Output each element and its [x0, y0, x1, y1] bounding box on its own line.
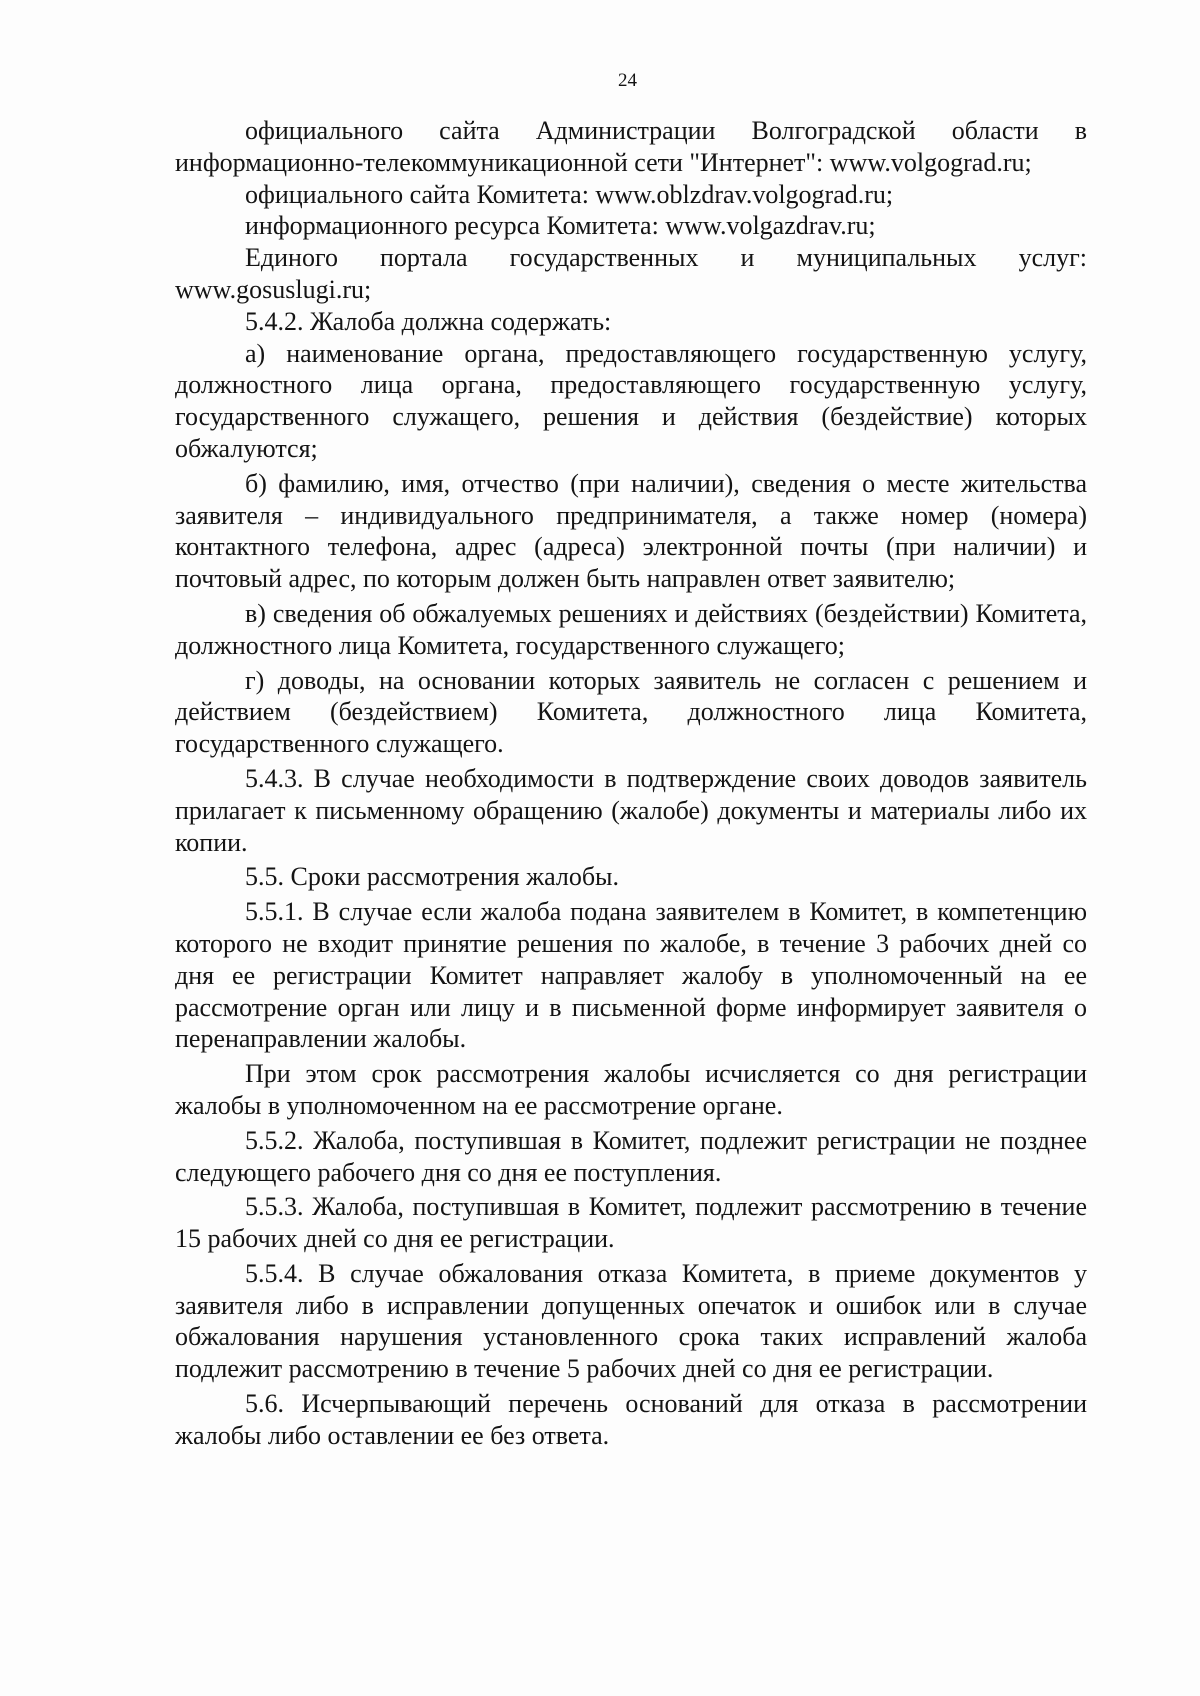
paragraph: г) доводы, на основании которых заявитель не согласен с решением и действием (бездействием) Комитета, должностного лица Комитета, государственного служащего. — [175, 665, 1087, 759]
paragraph: 5.5.1. В случае если жалоба подана заявителем в Комитет, в компетенцию которого не входит принятие решения по жалобе, в течение 3 рабочих дней со дня ее регистрации Комитет направляет жалобу в уполномоченный на ее рассмотрение орган или лицу и в письменной форме информирует заявителя о перенаправлении жалобы. — [175, 897, 1087, 1054]
document-body — [175, 115, 1087, 1452]
paragraph: в) сведения об обжалуемых решениях и действиях (бездействии) Комитета, должностного лица Комитета, государственного служащего; — [175, 598, 1087, 660]
paragraph: б) фамилию, имя, отчество (при наличии), сведения о месте жительства заявителя – индивидуального предпринимателя, а также номер (номера) контактного телефона, адрес (адреса) электронной почты (при наличии) и почтовый адрес, по которым должен быть направлен ответ заявителю; — [175, 468, 1087, 594]
paragraph: 5.5.2. Жалоба, поступившая в Комитет, подлежит регистрации не позднее следующего рабочего дня со дня ее поступления. — [175, 1125, 1087, 1187]
paragraph: Единого портала государственных и муниципальных услуг: www.gosuslugi.ru; — [175, 243, 1087, 304]
paragraph: 5.4.2. Жалоба должна содержать: — [245, 306, 612, 336]
paragraph: 5.5.4. В случае обжалования отказа Комитета, в приеме документов у заявителя либо в исправлении допущенных опечаток и ошибок или в случае обжалования нарушения установленного срока таких исправлений жалоба подлежит рассмотрению в течение 5 рабочих дней со дня ее регистрации. — [175, 1258, 1087, 1384]
paragraph: 5.5. Сроки рассмотрения жалобы. — [245, 862, 620, 892]
paragraph: информационного ресурса Комитета: www.volgazdrav.ru; — [245, 211, 876, 241]
paragraph: 5.6. Исчерпывающий перечень оснований для отказа в рассмотрении жалобы либо оставлении ее без ответа. — [175, 1389, 1087, 1450]
paragraph: официального сайта Администрации Волгоградской области в информационно-телекоммуникационной сети "Интернет": www.volgograd.ru; — [175, 116, 1087, 177]
paragraph: 5.4.3. В случае необходимости в подтверждение своих доводов заявитель прилагает к письменному обращению (жалобе) документы и материалы либо их копии. — [175, 763, 1087, 857]
paragraph: а) наименование органа, предоставляющего государственную услугу, должностного лица органа, предоставляющего государственную услугу, государственного служащего, решения и действия (бездействие) которых обжалуются; — [175, 338, 1087, 463]
paragraph: 5.5.3. Жалоба, поступившая в Комитет, подлежит рассмотрению в течение 15 рабочих дней со дня ее регистрации. — [175, 1192, 1087, 1254]
paragraph: официального сайта Комитета: www.oblzdrav.volgograd.ru; — [245, 179, 894, 209]
page-number: 24 — [618, 70, 637, 91]
paragraph: При этом срок рассмотрения жалобы исчисляется со дня регистрации жалобы в уполномоченном на ее рассмотрение органе. — [175, 1059, 1087, 1120]
